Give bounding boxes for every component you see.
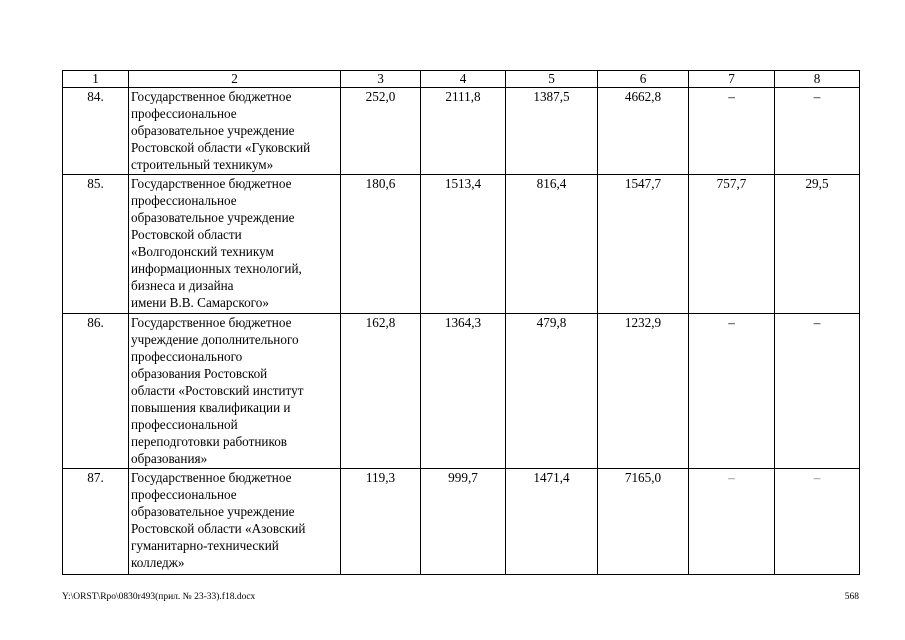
value-col-7: – [689,314,775,469]
value-col-5: 1387,5 [506,88,598,175]
row-number: 87. [63,469,129,575]
value-col-8: 29,5 [775,175,860,314]
value-col-8: – [775,314,860,469]
row-number: 85. [63,175,129,314]
budget-table [62,70,860,575]
value-col-6: 4662,8 [598,88,689,175]
value-col-8: – [775,88,860,175]
footer-page-number: 568 [844,592,859,602]
institution-name: Государственное бюджетное профессиональное образовательное учреждение Ростовской области «Азовский гуманитарно-технический колледж» [129,469,341,575]
value-col-7: – [689,88,775,175]
col-header-5: 5 [506,71,598,88]
value-col-7: – [689,469,775,575]
value-col-8: – [775,469,860,575]
institution-name: Государственное бюджетное профессиональное образовательное учреждение Ростовской области «Волгодонский техникум информационных технологий, бизнеса и дизайна имени В.В. Самарского» [129,175,341,314]
value-col-5: 479,8 [506,314,598,469]
value-col-5: 1471,4 [506,469,598,575]
institution-name: Государственное бюджетное профессиональное образовательное учреждение Ростовской области «Гуковский строительный техникум» [129,88,341,175]
col-header-3: 3 [341,71,421,88]
footer-file-path: Y:\ORST\Rpo\0830r493(прил. № 23-33).f18.docx [62,592,256,602]
col-header-1: 1 [63,71,129,88]
col-header-8: 8 [775,71,860,88]
table-row [63,314,860,469]
value-col-4: 999,7 [421,469,506,575]
value-col-4: 1513,4 [421,175,506,314]
col-header-6: 6 [598,71,689,88]
value-col-3: 119,3 [341,469,421,575]
value-col-3: 252,0 [341,88,421,175]
col-header-2: 2 [129,71,341,88]
row-number: 86. [63,314,129,469]
value-col-3: 180,6 [341,175,421,314]
value-col-6: 7165,0 [598,469,689,575]
value-col-7: 757,7 [689,175,775,314]
table-row [63,88,860,175]
header-row [63,71,860,88]
institution-name: Государственное бюджетное учреждение дополнительного профессионального образования Ростовской области «Ростовский институт повышения квалификации и профессиональной переподготовки работников образования» [129,314,341,469]
table-row [63,469,860,575]
value-col-6: 1232,9 [598,314,689,469]
value-col-4: 2111,8 [421,88,506,175]
value-col-5: 816,4 [506,175,598,314]
table-row [63,175,860,314]
value-col-3: 162,8 [341,314,421,469]
value-col-4: 1364,3 [421,314,506,469]
col-header-4: 4 [421,71,506,88]
row-number: 84. [63,88,129,175]
col-header-7: 7 [689,71,775,88]
value-col-6: 1547,7 [598,175,689,314]
